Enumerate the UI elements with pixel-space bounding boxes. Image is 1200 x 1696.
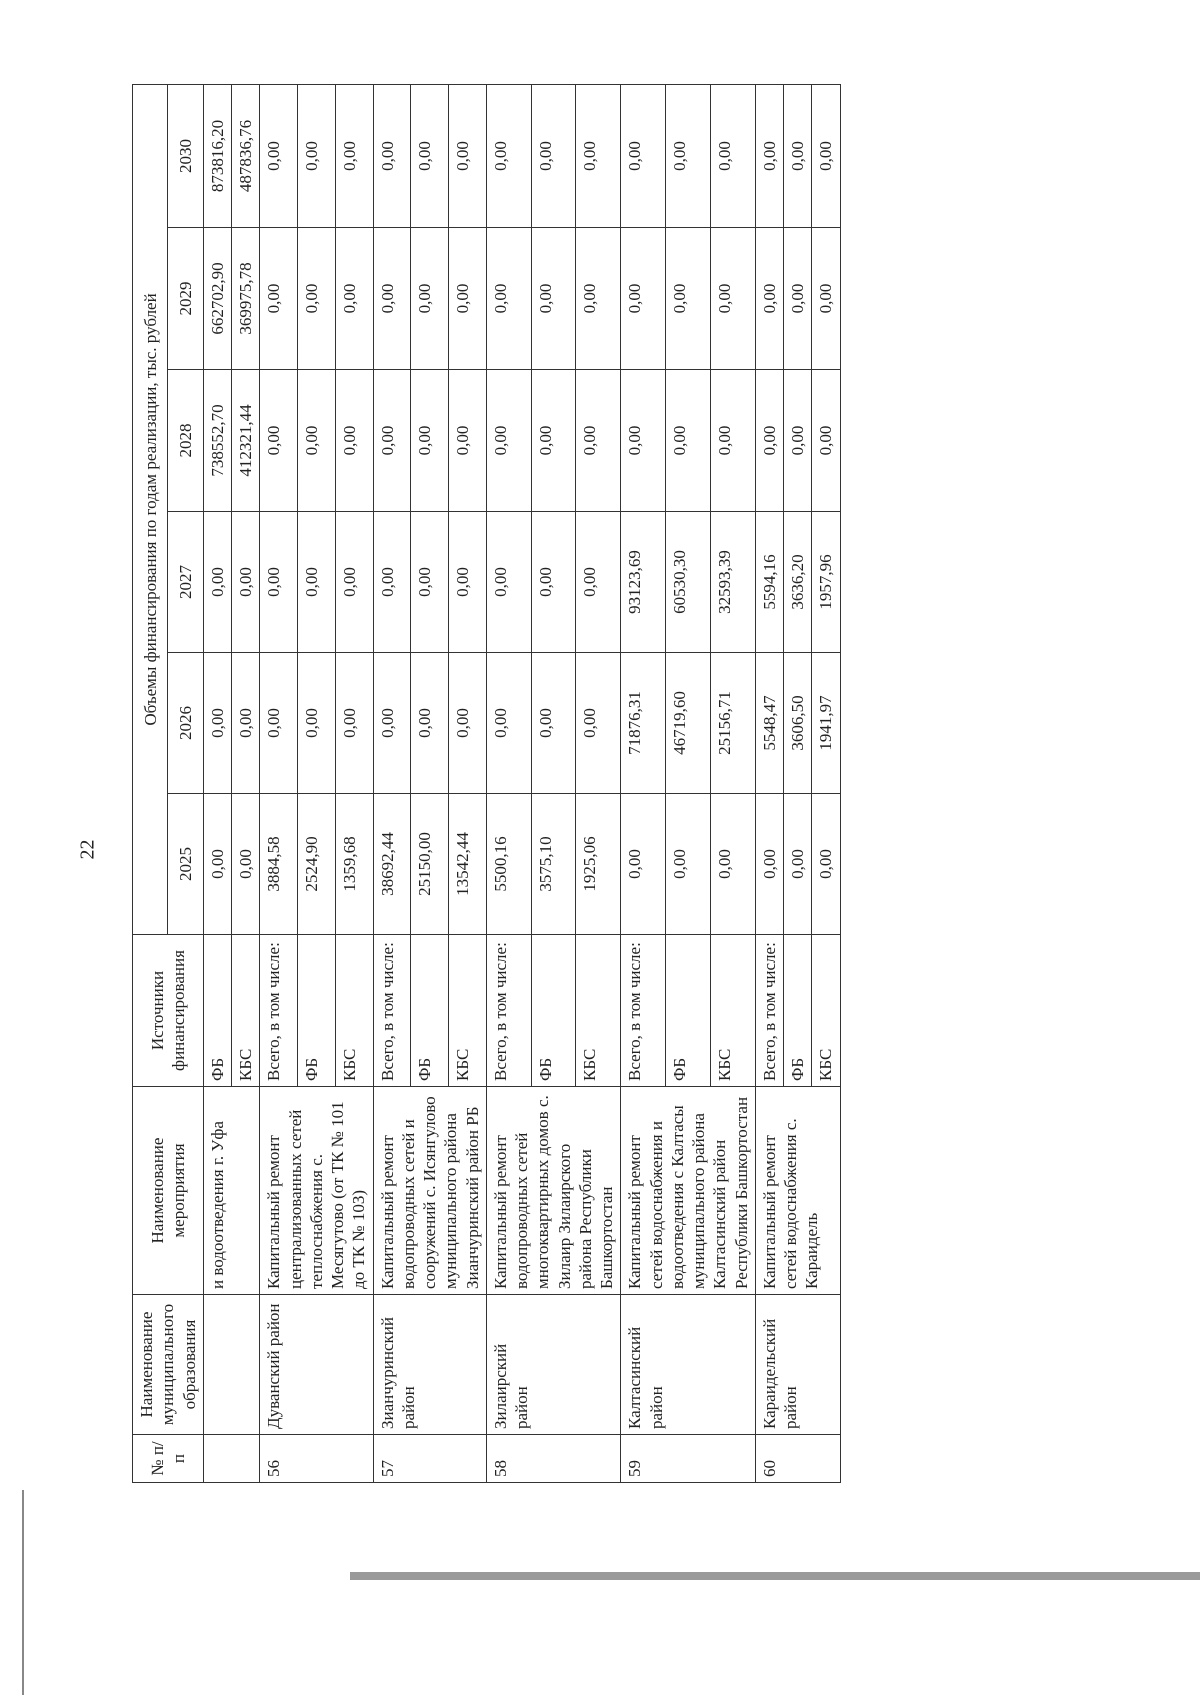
amount-cell: 0,00 — [710, 370, 755, 512]
table-row — [203, 84, 231, 1482]
funding-source: Всего, в том числе: — [260, 935, 298, 1087]
amount-cell: 0,00 — [335, 228, 373, 370]
header-year: 2025 — [168, 794, 203, 935]
amount-cell: 60530,30 — [666, 512, 711, 653]
amount-cell: 0,00 — [298, 370, 336, 512]
amount-cell: 0,00 — [203, 512, 231, 653]
financing-table — [132, 84, 841, 1483]
funding-source: ФБ — [666, 935, 711, 1087]
amount-cell: 0,00 — [260, 653, 298, 794]
amount-cell: 0,00 — [666, 84, 711, 227]
amount-cell: 0,00 — [373, 84, 411, 227]
amount-cell: 5594,16 — [755, 512, 783, 653]
municipality-name: Калтасинский район — [621, 1295, 756, 1435]
amount-cell: 1941,97 — [812, 653, 840, 794]
amount-cell: 873816,20 — [203, 84, 231, 227]
amount-cell: 0,00 — [260, 228, 298, 370]
amount-cell: 0,00 — [531, 370, 576, 512]
amount-cell: 0,00 — [531, 512, 576, 653]
funding-source: КБС — [335, 935, 373, 1087]
measure-name: Капитальный ремонт сетей водоснабжения с. Караидель — [755, 1087, 840, 1295]
amount-cell: 0,00 — [755, 370, 783, 512]
municipality-name: Караидельский район — [755, 1295, 840, 1435]
table-row — [621, 84, 666, 1482]
amount-cell: 0,00 — [812, 794, 840, 935]
row-number: 56 — [260, 1435, 373, 1483]
amount-cell: 0,00 — [621, 84, 666, 227]
measure-name: Капитальный ремонт централизованных сетей теплоснабжения с. Месягутово (от ТК № 101 до ТК № 103) — [260, 1087, 373, 1295]
funding-source: Всего, в том числе: — [373, 935, 411, 1087]
amount-cell: 738552,70 — [203, 370, 231, 512]
amount-cell: 32593,39 — [710, 512, 755, 653]
funding-source: ФБ — [531, 935, 576, 1087]
amount-cell: 0,00 — [621, 228, 666, 370]
amount-cell: 1359,68 — [335, 794, 373, 935]
amount-cell: 0,00 — [373, 370, 411, 512]
amount-cell: 46719,60 — [666, 653, 711, 794]
header-year: 2029 — [168, 228, 203, 370]
measure-name: Капитальный ремонт водопроводных сетей многоквартирных домов с. Зилаир Зилаирского района Республики Башкортостан — [486, 1087, 621, 1295]
table-row — [486, 84, 531, 1482]
amount-cell: 0,00 — [232, 512, 260, 653]
amount-cell: 0,00 — [621, 794, 666, 935]
amount-cell: 0,00 — [812, 84, 840, 227]
table-row — [755, 84, 783, 1482]
header-measure: Наименование мероприятия — [133, 1087, 204, 1295]
amount-cell: 0,00 — [298, 84, 336, 227]
row-number: 59 — [621, 1435, 756, 1483]
amount-cell: 0,00 — [411, 228, 449, 370]
funding-source: КБС — [576, 935, 621, 1087]
amount-cell: 0,00 — [486, 228, 531, 370]
amount-cell: 0,00 — [576, 370, 621, 512]
amount-cell: 93123,69 — [621, 512, 666, 653]
amount-cell: 0,00 — [298, 512, 336, 653]
amount-cell: 0,00 — [666, 228, 711, 370]
amount-cell: 0,00 — [784, 370, 812, 512]
funding-source: Всего, в том числе: — [755, 935, 783, 1087]
amount-cell: 0,00 — [203, 653, 231, 794]
amount-cell: 0,00 — [260, 512, 298, 653]
amount-cell: 1957,96 — [812, 512, 840, 653]
amount-cell: 0,00 — [784, 84, 812, 227]
amount-cell: 0,00 — [335, 84, 373, 227]
amount-cell: 0,00 — [666, 370, 711, 512]
amount-cell: 0,00 — [576, 512, 621, 653]
funding-source: ФБ — [411, 935, 449, 1087]
amount-cell: 0,00 — [335, 512, 373, 653]
municipality-name: Зилаирский район — [486, 1295, 621, 1435]
amount-cell: 0,00 — [531, 228, 576, 370]
funding-source: КБС — [449, 935, 487, 1087]
funding-source: ФБ — [784, 935, 812, 1087]
amount-cell: 0,00 — [576, 84, 621, 227]
amount-cell: 25150,00 — [411, 794, 449, 935]
table-row — [260, 84, 298, 1482]
amount-cell: 0,00 — [755, 228, 783, 370]
amount-cell: 0,00 — [411, 512, 449, 653]
amount-cell: 0,00 — [710, 228, 755, 370]
amount-cell: 3575,10 — [531, 794, 576, 935]
amount-cell: 3636,20 — [784, 512, 812, 653]
funding-source: ФБ — [298, 935, 336, 1087]
amount-cell: 3606,50 — [784, 653, 812, 794]
amount-cell: 0,00 — [449, 84, 487, 227]
header-year: 2030 — [168, 84, 203, 227]
amount-cell: 0,00 — [298, 653, 336, 794]
amount-cell: 0,00 — [373, 512, 411, 653]
page-number: 22 — [76, 839, 99, 860]
amount-cell: 0,00 — [373, 228, 411, 370]
amount-cell: 5548,47 — [755, 653, 783, 794]
amount-cell: 38692,44 — [373, 794, 411, 935]
amount-cell: 487836,76 — [232, 84, 260, 227]
amount-cell: 0,00 — [755, 794, 783, 935]
amount-cell: 0,00 — [449, 512, 487, 653]
header-source: Источники финансирования — [133, 935, 204, 1087]
amount-cell: 0,00 — [232, 794, 260, 935]
municipality-name: Дуванский район — [260, 1295, 373, 1435]
amount-cell: 0,00 — [784, 794, 812, 935]
funding-source: Всего, в том числе: — [486, 935, 531, 1087]
amount-cell: 412321,44 — [232, 370, 260, 512]
row-number — [203, 1435, 260, 1483]
municipality-name — [203, 1295, 260, 1435]
amount-cell: 0,00 — [755, 84, 783, 227]
row-number: 60 — [755, 1435, 840, 1483]
funding-source: КБС — [812, 935, 840, 1087]
amount-cell: 0,00 — [411, 84, 449, 227]
amount-cell: 0,00 — [298, 228, 336, 370]
funding-source: КБС — [710, 935, 755, 1087]
funding-source: ФБ — [203, 935, 231, 1087]
municipality-name: Зианчуринский район — [373, 1295, 486, 1435]
measure-name: Капитальный ремонт сетей водоснабжения и водоотведения с Калтасы муниципального района Калтасинский район Республики Башкортостан — [621, 1087, 756, 1295]
amount-cell: 369975,78 — [232, 228, 260, 370]
scan-edge-shadow — [350, 1572, 1200, 1580]
amount-cell: 0,00 — [411, 370, 449, 512]
measure-name: и водоотведения г. Уфа — [203, 1087, 260, 1295]
amount-cell: 0,00 — [449, 370, 487, 512]
amount-cell: 0,00 — [232, 653, 260, 794]
amount-cell: 0,00 — [411, 653, 449, 794]
amount-cell: 0,00 — [486, 370, 531, 512]
table-row — [373, 84, 411, 1482]
amount-cell: 0,00 — [449, 228, 487, 370]
amount-cell: 0,00 — [710, 794, 755, 935]
amount-cell: 0,00 — [449, 653, 487, 794]
amount-cell: 0,00 — [260, 370, 298, 512]
amount-cell: 0,00 — [812, 228, 840, 370]
amount-cell: 662702,90 — [203, 228, 231, 370]
amount-cell: 3884,58 — [260, 794, 298, 935]
amount-cell: 0,00 — [576, 228, 621, 370]
amount-cell: 0,00 — [812, 370, 840, 512]
amount-cell: 0,00 — [666, 794, 711, 935]
amount-cell: 0,00 — [373, 653, 411, 794]
header-num: № п/п — [133, 1435, 204, 1483]
funding-source: КБС — [232, 935, 260, 1087]
row-number: 58 — [486, 1435, 621, 1483]
amount-cell: 0,00 — [486, 653, 531, 794]
header-year: 2027 — [168, 512, 203, 653]
amount-cell: 0,00 — [486, 512, 531, 653]
measure-name: Капитальный ремонт водопроводных сетей и сооружений с. Исянгулово муниципального района Зианчуринский район РБ — [373, 1087, 486, 1295]
amount-cell: 0,00 — [710, 84, 755, 227]
amount-cell: 0,00 — [576, 653, 621, 794]
amount-cell: 5500,16 — [486, 794, 531, 935]
amount-cell: 1925,06 — [576, 794, 621, 935]
amount-cell: 0,00 — [621, 370, 666, 512]
row-number: 57 — [373, 1435, 486, 1483]
amount-cell: 0,00 — [486, 84, 531, 227]
amount-cell: 0,00 — [335, 653, 373, 794]
table-container — [132, 85, 1132, 1483]
amount-cell: 0,00 — [260, 84, 298, 227]
header-year: 2028 — [168, 370, 203, 512]
header-year: 2026 — [168, 653, 203, 794]
funding-source: Всего, в том числе: — [621, 935, 666, 1087]
amount-cell: 0,00 — [531, 653, 576, 794]
amount-cell: 0,00 — [203, 794, 231, 935]
amount-cell: 0,00 — [784, 228, 812, 370]
scan-margin-line — [22, 1490, 24, 1695]
amount-cell: 2524,90 — [298, 794, 336, 935]
amount-cell: 13542,44 — [449, 794, 487, 935]
amount-cell: 0,00 — [335, 370, 373, 512]
header-volumes: Объемы финансирования по годам реализации, тыс. рублей — [133, 84, 168, 934]
header-municipality: Наименование муниципального образования — [133, 1295, 204, 1435]
amount-cell: 25156,71 — [710, 653, 755, 794]
amount-cell: 71876,31 — [621, 653, 666, 794]
amount-cell: 0,00 — [531, 84, 576, 227]
